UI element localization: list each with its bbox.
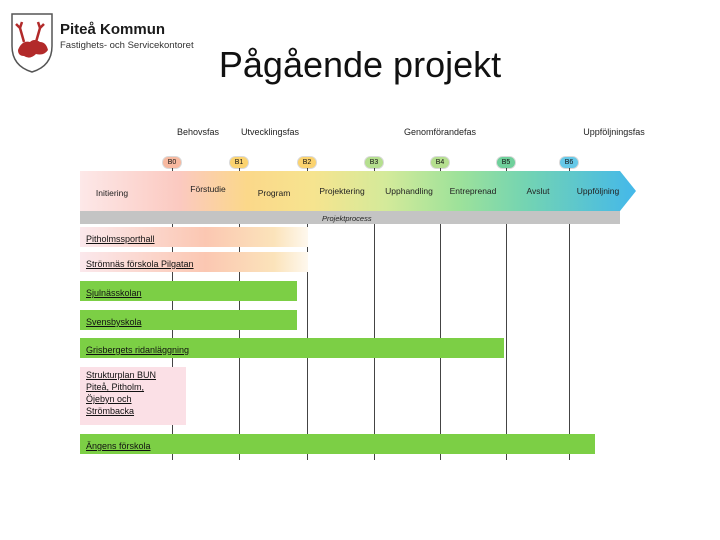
stage-label-program: Program <box>257 188 291 198</box>
stage-label-avslut: Avslut <box>526 186 550 196</box>
milestone-badge-b0: B0 <box>163 157 181 168</box>
milestone-badge-b4: B4 <box>431 157 449 168</box>
stage-label-initiering: Initiering <box>95 188 129 198</box>
stage-label-uppfoljning: Uppföljning <box>576 186 620 196</box>
milestone-badge-b3: B3 <box>365 157 383 168</box>
milestone-badge-b2: B2 <box>298 157 316 168</box>
stage-label-forstudie: Förstudie <box>190 184 226 194</box>
stage-label-entreprenad: Entreprenad <box>449 186 497 196</box>
phase-label-uppfoljningsfas: Uppföljningsfas <box>583 127 645 137</box>
project-label-line: Strömbacka <box>86 406 135 416</box>
logo-subtitle: Fastighets- och Servicekontoret <box>60 40 194 51</box>
stage-label-projektering: Projektering <box>319 186 365 196</box>
page-title: Pågående projekt <box>218 44 502 85</box>
phase-label-behovsfas: Behovsfas <box>176 127 220 137</box>
project-label-strukturplan-bun <box>86 369 156 417</box>
milestone-badge-b6: B6 <box>560 157 578 168</box>
logo-name: Piteå Kommun <box>60 21 166 38</box>
phase-label-utvecklingsfas: Utvecklingsfas <box>240 127 300 137</box>
milestone-badge-b5: B5 <box>497 157 515 168</box>
project-label-line: Piteå, Pitholm, <box>86 382 145 392</box>
project-label-grisbergets-ridanlaggning: Grisbergets ridanläggning <box>86 345 190 355</box>
project-label-svensbyskola: Svensbyskola <box>86 317 142 327</box>
project-label-stromnas-forskola: Strömnäs förskola Pilgatan <box>86 259 194 269</box>
project-bar-angens-forskola <box>80 434 595 454</box>
project-label-sjulnasskolan: Sjulnässkolan <box>86 288 142 298</box>
project-label-angens-forskola: Ängens förskola <box>86 441 151 451</box>
project-label-line: Strukturplan BUN <box>86 370 157 380</box>
stage-label-upphandling: Upphandling <box>385 186 433 196</box>
milestone-badge-b1: B1 <box>230 157 248 168</box>
process-caption: Projektprocess <box>322 214 372 223</box>
project-label-pitholmssporthall: Pitholmssporthall <box>86 234 155 244</box>
project-label-line: Öjebyn och <box>86 394 132 404</box>
phase-label-genomforandefas: Genomförandefas <box>403 127 477 137</box>
